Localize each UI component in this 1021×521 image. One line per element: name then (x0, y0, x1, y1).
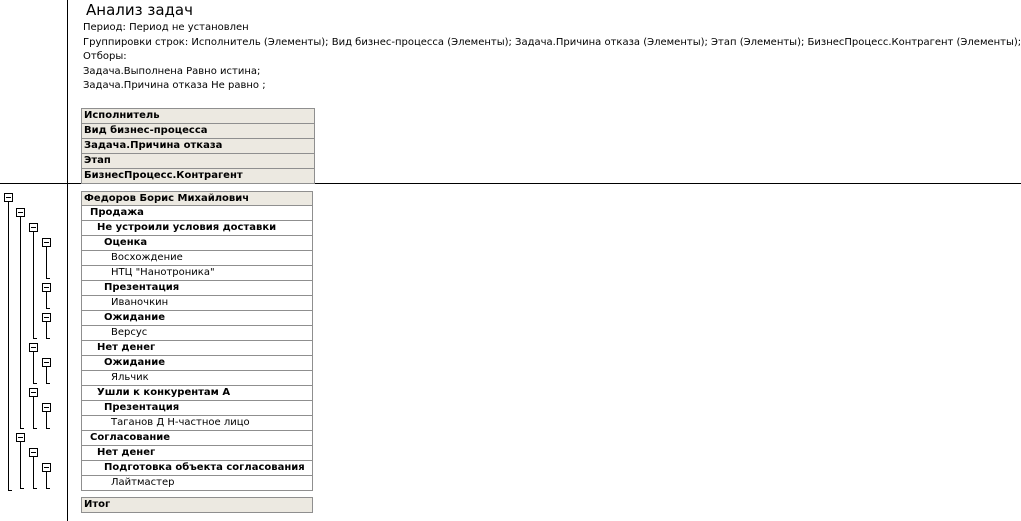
tree-line (46, 338, 50, 339)
counterparty-row: Версус (81, 326, 313, 341)
group-row-level-2: Не устроили условия доставки (81, 221, 313, 236)
collapse-toggle-icon[interactable] (42, 283, 51, 292)
collapse-toggle-icon[interactable] (42, 403, 51, 412)
tree-line (46, 367, 47, 383)
tree-line (20, 217, 21, 428)
group-row-level-3: Презентация (81, 281, 313, 296)
vertical-divider (67, 0, 68, 521)
tree-line (20, 428, 24, 429)
report-title: Анализ задач (86, 1, 193, 19)
tree-line (46, 383, 50, 384)
counterparty-row: Иваночкин (81, 296, 313, 311)
group-row-level-3: Ожидание (81, 311, 313, 326)
header-cell-stage: Этап (81, 153, 315, 169)
header-cell-process-type: Вид бизнес-процесса (81, 123, 315, 139)
group-row-level-1: Продажа (81, 206, 313, 221)
group-row-level-2: Нет денег (81, 446, 313, 461)
group-row-level-1: Согласование (81, 431, 313, 446)
collapse-toggle-icon[interactable] (29, 388, 38, 397)
tree-line (46, 322, 47, 338)
counterparty-row: Таганов Д Н-частное лицо (81, 416, 313, 431)
total-row: Итог (81, 497, 313, 513)
tree-line (8, 202, 9, 490)
tree-line (46, 278, 50, 279)
collapse-toggle-icon[interactable] (16, 433, 25, 442)
report-filter-2: Задача.Причина отказа Не равно ; (83, 80, 266, 91)
group-row-level-2: Нет денег (81, 341, 313, 356)
tree-line (33, 232, 34, 338)
report-period: Период: Период не установлен (83, 22, 249, 33)
group-row-level-2: Ушли к конкурентам А (81, 386, 313, 401)
counterparty-row: Восхождение (81, 251, 313, 266)
tree-line (33, 488, 37, 489)
collapse-toggle-icon[interactable] (42, 358, 51, 367)
collapse-toggle-icon[interactable] (42, 238, 51, 247)
header-cell-executor: Исполнитель (81, 108, 315, 124)
tree-line (46, 472, 47, 488)
tree-line (8, 490, 12, 491)
report-filters-label: Отборы: (83, 51, 127, 62)
tree-line (33, 352, 34, 383)
group-row-level-3: Оценка (81, 236, 313, 251)
tree-line (46, 412, 47, 428)
collapse-toggle-icon[interactable] (29, 448, 38, 457)
report-filter-1: Задача.Выполнена Равно истина; (83, 66, 261, 77)
tree-line (46, 488, 50, 489)
collapse-toggle-icon[interactable] (42, 463, 51, 472)
counterparty-row: Яльчик (81, 371, 313, 386)
header-cell-counterparty: БизнесПроцесс.Контрагент (81, 168, 315, 184)
report-groupings: Группировки строк: Исполнитель (Элементы); Вид бизнес-процесса (Элементы); Задача.Причина отказа (Элементы); Этап (Элементы); БизнесПроцесс.Контрагент (Элементы); (83, 37, 1021, 48)
tree-line (46, 428, 50, 429)
tree-line (20, 442, 21, 488)
collapse-toggle-icon[interactable] (29, 223, 38, 232)
group-row-level-3: Презентация (81, 401, 313, 416)
counterparty-row: Лайтмастер (81, 476, 313, 491)
tree-line (33, 428, 37, 429)
tree-line (33, 338, 37, 339)
tree-line (20, 488, 24, 489)
tree-line (46, 247, 47, 278)
collapse-toggle-icon[interactable] (4, 193, 13, 202)
collapse-toggle-icon[interactable] (16, 208, 25, 217)
tree-line (33, 457, 34, 488)
header-cell-refusal-reason: Задача.Причина отказа (81, 138, 315, 154)
tree-line (33, 397, 34, 428)
tree-line (33, 383, 37, 384)
tree-line (46, 308, 50, 309)
group-row-level-3: Ожидание (81, 356, 313, 371)
group-row-level-0: Федоров Борис Михайлович (81, 191, 313, 206)
collapse-toggle-icon[interactable] (29, 343, 38, 352)
tree-line (46, 292, 47, 308)
collapse-toggle-icon[interactable] (42, 313, 51, 322)
counterparty-row: НТЦ "Нанотроника" (81, 266, 313, 281)
group-row-level-3: Подготовка объекта согласования (81, 461, 313, 476)
